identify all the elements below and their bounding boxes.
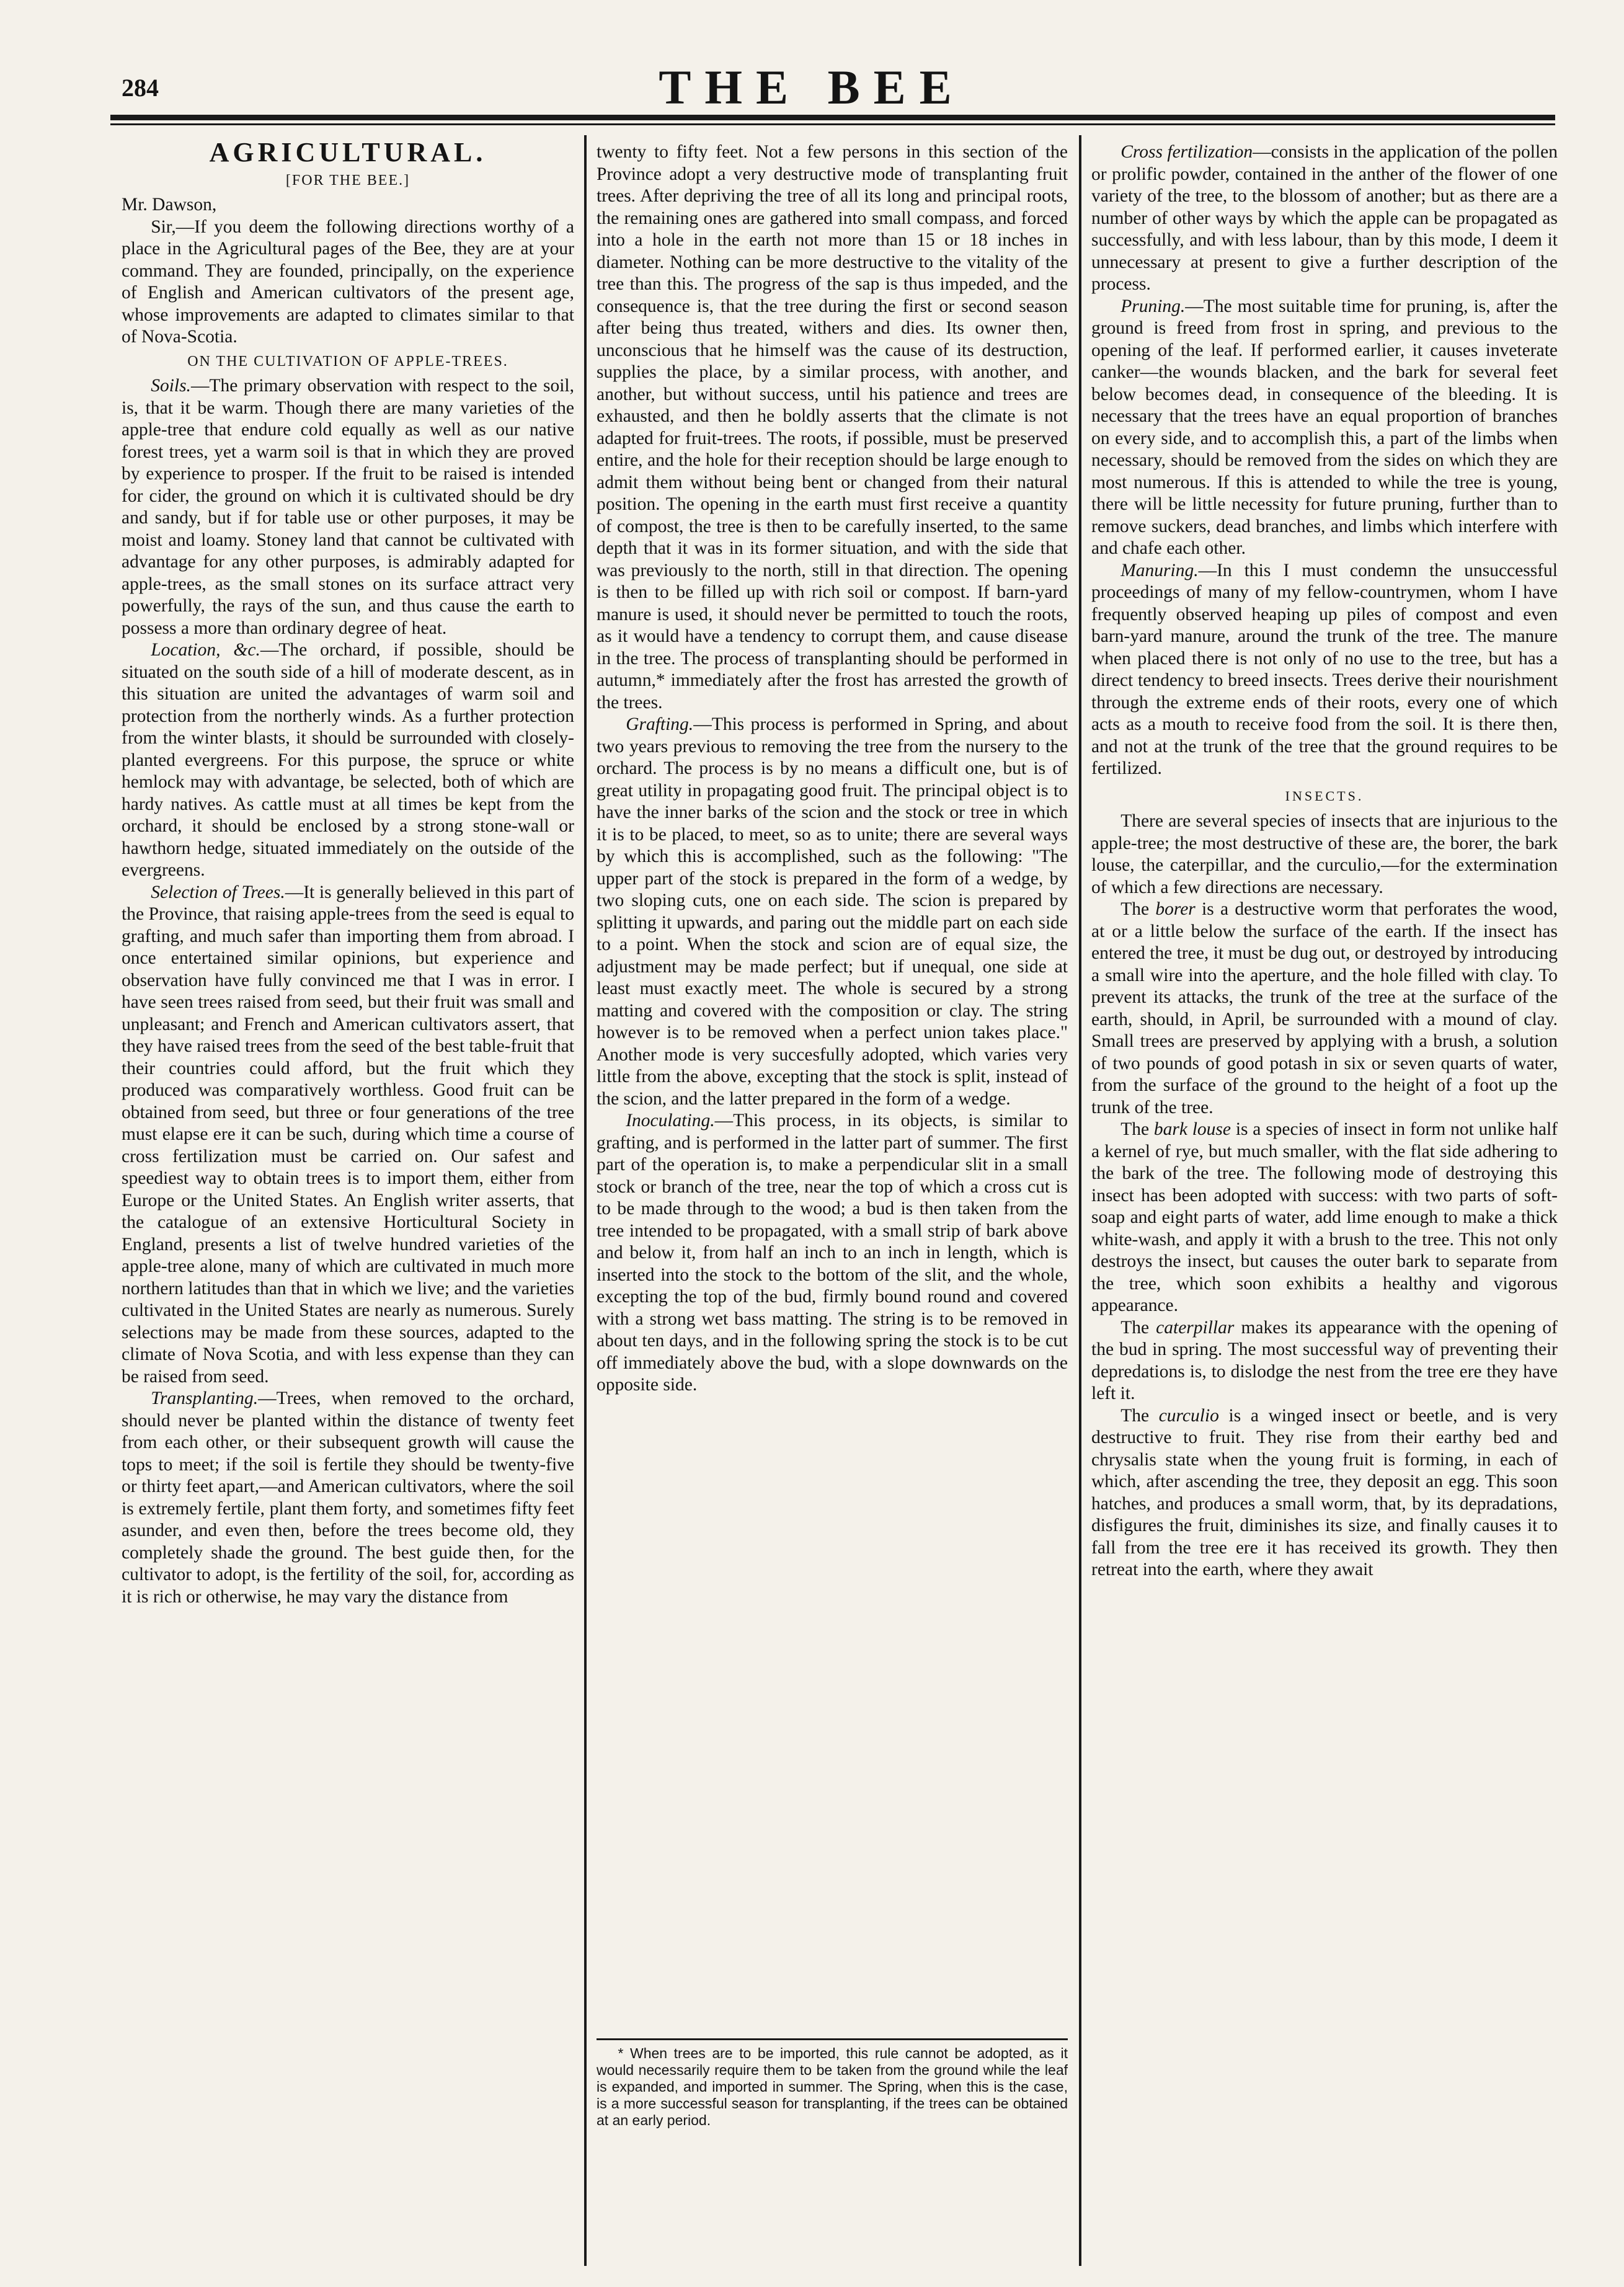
grafting-label: Grafting. [626, 714, 694, 734]
section-title: AGRICULTURAL. [209, 137, 487, 167]
borer-article: The [1120, 899, 1156, 919]
curculio-text: is a winged insect or beetle, and is very destructive to fruit. They rise from their earthy bed and chrysalis state when the young fruit is forming, in each of which, after ascending the tree, they deposit an egg. This soon hatches, and produces a small worm, that, by its depradations, disfigures the fruit, diminishes its size, and finally causes it to fall from the tree ere it has received its growth. They then retreat into the earth, where they await [1091, 1405, 1558, 1579]
pruning-paragraph [1091, 296, 1558, 560]
louse-article: The [1120, 1119, 1154, 1139]
caterpillar-label: caterpillar [1156, 1317, 1235, 1338]
selection-text: —It is generally believed in this part of the Province, that raising apple-trees from the seed is equal to grafting, and much safer than importing them from abroad. I once entertained similar opinions, but experience and observation have fully convinced me that I was in error. I have seen trees raised from seed, but their fruit was small and unpleasant; and French and American cultivators assert, that they have raised trees from the seed of the best table-fruit that their countries could afford, but the fruit which they produced was comparatively worthless. Good fruit can be obtained from seed, but three or four generations of the tree must elapse ere it can be such, during which time a course of cross fertilization must be carried on. Our safest and speediest way to obtain trees is to import them, either from Europe or the United States. An English writer asserts, that the catalogue of an extensive Horticultural Society in England, presents a list of twelve hundred varieties of the apple-tree alone, many of which are cultivated in much more northern latitudes than that in which we live; and the varieties cultivated in the United States are nearly as numerous. Surely selections may be made from these sources, adapted to the climate of Nova Scotia, and with less expense than they can be raised from seed. [122, 882, 574, 1387]
curculio-paragraph [1091, 1405, 1558, 1581]
borer-label: borer [1155, 899, 1196, 919]
inoculating-paragraph [597, 1110, 1068, 1397]
column-rule-2 [1079, 135, 1081, 2266]
bark-louse-text: is a species of insect in form not unlike half a kernel of rye, but much smaller, with the flat side adhering to the bark of the tree. The following mode of destroying this insect has been adopted with success: with two parts of soft-soap and eight parts of water, add lime enough to make a thick white-wash, and apply it with a brush to the tree. This not only destroys the insect, but causes the outer bark to separate from the tree, which soon exhibits a healthy and vigorous appearance. [1091, 1119, 1558, 1315]
curculio-label: curculio [1158, 1405, 1219, 1426]
grafting-paragraph [597, 714, 1068, 1110]
addressee: Mr. Dawson, [122, 195, 217, 215]
cross-fertilization-text: —consists in the application of the pollen or prolific powder, contained in the anther of the flower of one variety of the tree, to the blossom of another; but as there are a number of other ways by which the apple can be propagated as successfully, and with less labour, than by this mode, I deem it unnecessary at present to give a further description of the process. [1091, 142, 1558, 294]
manuring-text: —In this I must condemn the unsuccessful proceedings of many of my fellow-countrymen, whom I have frequently observed heaping up piles of compost and even barn-yard manure, around the trunk of the tree. The manure when placed there is not only of no use to the tree, but has a direct tendency to breed insects. Trees derive their nourishment through the extreme ends of their roots, every one of which acts as a mouth to receive food from the soil. It is there then, and not at the trunk of the tree that the ground requires to be fertilized. [1091, 560, 1558, 778]
caterpillar-text: makes its appearance with the opening of the bud in spring. The most successful way of preventing their depredations is, to dislodge the nest from the tree ere they have left it. [1091, 1317, 1558, 1403]
manuring-label: Manuring. [1120, 560, 1199, 580]
for-the-bee-line: [FOR THE BEE.] [285, 172, 410, 189]
grafting-text: —This process is performed in Spring, and about two years previous to removing the tree from the nursery to the orchard. The process is by no means a difficult one, but is of great utility in propagating good fruit. The principal object is to have the inner barks of the scion and the stock or tree in which it is to be placed, to meet, so as to unite; there are several ways by which this is accomplished, such as the following: "The upper part of the stock is prepared in the form of a wedge, by two sloping cuts, one on each side. The scion is prepared by splitting it upwards, and paring out the middle part on each side to a point. When the stock and scion are of equal size, the adjustment may be made perfect; but if unequal, one side at least must exactly meet. The whole is secured by a strong matting and covered with the composition or clay. The string however is to be removed when a perfect union takes place." Another mode is very succesfully adopted, which varies very little from the above, excepting that the stock is split, instead of the scion, and the latter prepared in the form of a wedge. [597, 714, 1068, 1109]
page-number: 284 [122, 74, 159, 102]
letter-paragraph: Sir,—If you deem the following directions worthy of a place in the Agricultural pages of the Bee, they are at your command. They are founded, principally, on the experience of English and American cultivators of the present age, whose improvements are adapted to climates similar to that of Nova-Scotia. [122, 216, 574, 347]
column-3 [1091, 141, 1558, 1581]
transplanting-paragraph [122, 1388, 574, 1608]
soils-text: —The primary observation with respect to the soil, is, that it be warm. Though there are many varieties of the apple-tree that endure cold equally as well as our native forest trees, yet a warm soil is that in which they are proved by experience to prosper. If the fruit to be raised is intended for cider, the ground on which it is cultivated should be dry and sandy, but if for table use or other purposes, it may be moist and loamy. Stoney land that cannot be cultivated with advantage for any other purposes, is admirably adapted for apple-trees, as the small stones on its surface attract very powerfully, the rays of the sun, and thus cause the earth to possess a more than ordinary degree of heat. [122, 376, 574, 638]
masthead-rule-thin [110, 123, 1555, 125]
caterpillar-article: The [1120, 1317, 1156, 1338]
article-subhead: ON THE CULTIVATION OF APPLE-TREES. [187, 353, 508, 370]
transplanting-label: Transplanting. [151, 1388, 259, 1408]
column-2 [597, 141, 1068, 1397]
insects-intro: There are several species of insects that are injurious to the apple-tree; the most destructive of these are, the borer, the bark louse, the caterpillar, and the curculio,—for the extermination of which a few directions are necessary. [1091, 811, 1558, 897]
column-1 [122, 137, 575, 1608]
transplanting-text: —Trees, when removed to the orchard, should never be planted within the distance of twenty feet from each other, or their subsequent growth will cause the tops to meet; if the soil is fertile they should be twenty-five or thirty feet apart,—and American cultivators, where the soil is extremely fertile, plant them forty, and sometimes fifty feet asunder, and even then, before the trees become old, they completely shade the ground. The best guide then, for the cultivator to adopt, is the fertility of the soil, for, according as it is rich or otherwise, he may vary the distance from [122, 1388, 574, 1607]
borer-text: is a destructive worm that perforates the wood, at or a little below the surface of the earth. If the insect has entered the tree, it must be dug out, or destroyed by introducing a small wire into the aperture, and the hole filled with clay. To prevent its attacks, the trunk of the tree at the surface of the earth, should, in April, be surrounded with a mound of clay. Small trees are preserved by applying with a brush, a solution of two pounds of good potash in six or seven quarts of water, from the surface of the ground to the height of a foot up the trunk of the tree. [1091, 899, 1558, 1117]
selection-paragraph [122, 882, 574, 1388]
pruning-label: Pruning. [1120, 296, 1186, 316]
footnote [597, 2045, 1068, 2129]
bark-louse-label: bark louse [1153, 1119, 1231, 1139]
footnote-rule [597, 2038, 1068, 2040]
location-text: —The orchard, if possible, should be situated on the south side of a hill of moderate descent, as in this situation are united the advantages of warm soil and protection from the northerly winds. As a further protection from the winter blasts, it should be surrounded with closely-planted evergreens. For this purpose, the spruce or white hemlock may with advantage, be selected, both of which are hardy natives. As cattle must at all times be kept from the orchard, it should be enclosed by a strong stone-wall or hawthorn hedge, situated immediately on the outside of the evergreens. [122, 640, 575, 880]
insects-heading: INSECTS. [1285, 788, 1364, 804]
transplanting-continued: twenty to fifty feet. Not a few persons in this section of the Province adopt a very destructive mode of transplanting fruit trees. After depriving the tree of all its long and principal roots, the remaining ones are gathered into small compass, and forced into a hole in the earth not more than 15 or 18 inches in diameter. Nothing can be more destructive to the vitality of the tree than this. The progress of the sap is thus impeded, and the consequence is, that the tree during the first or second season after being thus treated, withers and dies. Its owner then, unconscious that he himself was the cause of its destruction, supplies the place, by a similar process, with another, and another, but without success, until his patience and trees are exhausted, and then he boldly asserts that the climate is not adapted for fruit-trees. The roots, if possible, must be preserved entire, and the hole for their reception should be large enough to admit them without being bent or changed from their natural position. The opening in the earth must first receive a quantity of compost, the tree is then to be carefully inserted, to the same depth that it was in its former situation, and with the side that was previously to the north, still in that direction. The opening is then to be filled up with rich soil or compost. If barn-yard manure is used, it should never be permitted to touch the roots, as it would have a tendency to corrupt them, and cause disease in the tree. The process of transplanting should be performed in autumn,* immediately after the frost has arrested the growth of the trees. [597, 142, 1068, 713]
manuring-paragraph [1091, 560, 1558, 780]
cross-fertilization-label: Cross fertilization [1120, 142, 1253, 162]
location-paragraph [122, 639, 574, 882]
location-label: Location, &c. [151, 640, 260, 660]
footnote-text: * When trees are to be imported, this rule cannot be adopted, as it would necessarily require them to be taken from the ground while the leaf is expanded, and imported in summer. The Spring, when this is the case, is a more successful season for transplanting, if the trees can be obtained at an early period. [597, 2045, 1068, 2128]
pruning-text: —The most suitable time for pruning, is, after the ground is freed from frost in spring, and previous to the opening of the leaf. If performed earlier, it causes inveterate canker—the wounds blacken, and the bark for several feet below becomes dead, in consequence of the bleeding. It is necessary that the trees have an equal proportion of branches on every side, and to accomplish this, a part of the limbs when necessary, should be removed from the sides on which they are most numerous. If this is attended to while the tree is young, there will be little necessity for future pruning, further than to remove suckers, dead branches, and limbs which interfere with and chafe each other. [1091, 296, 1558, 558]
masthead-rule-thick [110, 115, 1555, 120]
cross-fertilization-paragraph [1091, 141, 1558, 296]
soils-paragraph [122, 375, 574, 639]
bark-louse-paragraph [1091, 1119, 1558, 1317]
inoculating-text: —This process, in its objects, is similar to grafting, and is performed in the latter part of summer. The first part of the operation is, to make a perpendicular slit in a small stock or branch of the tree, near the top of which a cross cut is to be made through to the wood; a bud is then taken from the tree intended to be propagated, with a small strip of bark above and below it, from half an inch to an inch in length, which is inserted into the stock to the bottom of the slit, and the whole, excepting the top of the bud, firmly bound round and covered with a strong wet bass matting. The string is to be removed in about ten days, and in the following spring the stock is to be cut off immediately above the bud, with a slope downwards on the opposite side. [597, 1111, 1068, 1395]
column-rule-1 [584, 135, 587, 2266]
caterpillar-paragraph [1091, 1317, 1558, 1405]
selection-label: Selection of Trees. [151, 882, 285, 902]
soils-label: Soils. [151, 376, 191, 396]
masthead: THE BEE [659, 60, 965, 114]
borer-paragraph [1091, 899, 1558, 1119]
inoculating-label: Inoculating. [626, 1111, 715, 1130]
curculio-article: The [1120, 1405, 1159, 1426]
